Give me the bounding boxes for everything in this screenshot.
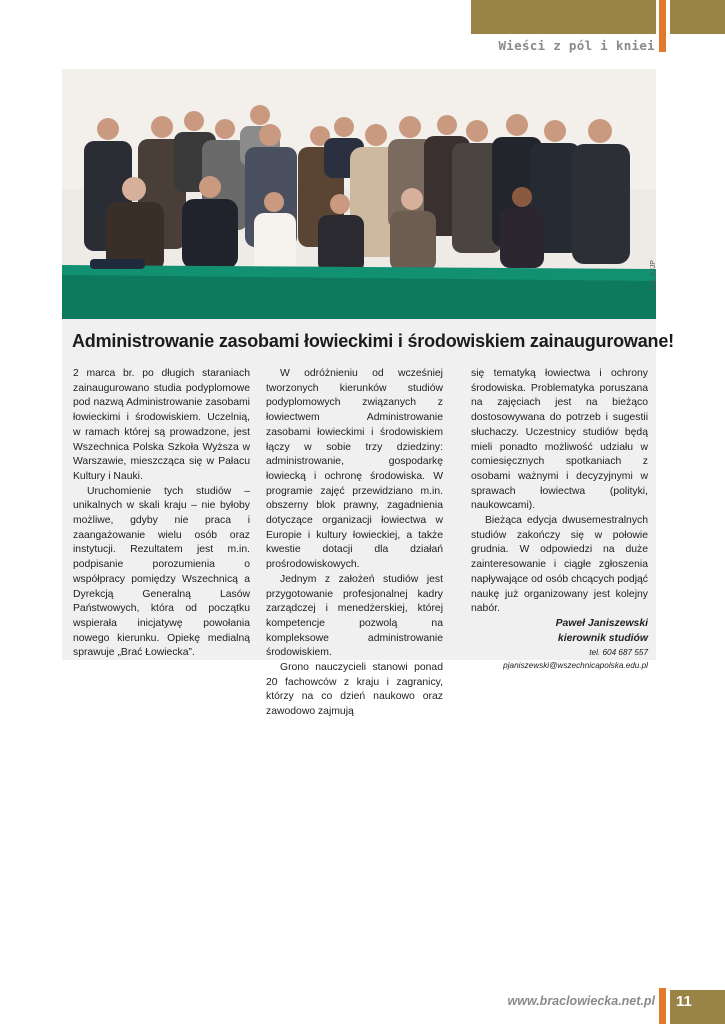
author-name: Paweł Janiszewski <box>555 617 648 629</box>
paragraph: Bieżąca edycja dwusemestralnych studiów zakończy się w połowie grudnia. W odpowiedzi na duże zainteresowanie i ciągłe zgłoszenia napływające od osób chcących podjąć naukę już organizowany jest kolejny nabór. <box>471 515 648 615</box>
header-bar-right <box>670 0 725 34</box>
article-column-2 <box>266 367 443 720</box>
photo-credit: Fot. AJJP <box>650 260 657 290</box>
paragraph: 2 marca br. po długich staraniach zainaugurowano studia podyplomowe pod nazwą Administrowanie zasobami łowieckimi i środowiskiem. Uczelnią, w ramach której są prowadzone, jest Wszechnica Polska Szkoła Wyższa w Warszawie, mieszcząca się w Pałacu Kultury i Nauki. <box>73 368 250 482</box>
author-phone: tel. 604 687 557 <box>589 648 648 658</box>
paragraph: Uruchomienie tych studiów – unikalnych w skali kraju – nie byłoby możliwe, gdyby nie praca i zaangażowanie wielu osób oraz instytucji. Rezultatem jest m.in. podpisanie porozumienia o współpracy pomiędzy Wszechnicą a Dyrekcją Generalną Lasów Państwowych, która od początku wspierała inicjatywę powołania nowego kierunku. Opiekę medialną sprawuje „Brać Łowiecka”. <box>73 485 250 659</box>
group-photo <box>62 69 656 319</box>
article-title: Administrowanie zasobami łowieckimi i środowiskiem zainaugurowane! <box>72 331 674 351</box>
paragraph: Grono nauczycieli stanowi ponad 20 fachowców z kraju i zagranicy, którzy na co dzień naukowo oraz zawodowo zajmują <box>266 662 443 718</box>
paragraph: W odróżnieniu od wcześniej tworzonych kierunków studiów podyplomowych związanych z łowiectwem Administrowanie zasobami łowieckimi i środowiskiem łączy w sobie trzy dziedziny: administrowanie, gospodarkę łowiecką i ochronę środowiska. W programie zajęć przewidziano m.in. obszerny blok prawny, zagadnienia dotyczące organizacji łowiectwa w Europie i kultury łowieckiej, a także kwestie dotacji dla działań prośrodowiskowych. <box>266 368 443 571</box>
header-accent-stripe <box>659 0 666 52</box>
author-role: kierownik studiów <box>557 632 648 644</box>
page-number: 11 <box>676 993 692 1010</box>
author-email[interactable]: pjaniszewski@wszechnicapolska.edu.pl <box>503 661 648 671</box>
header-bar-left <box>471 0 656 34</box>
footer-website-link[interactable]: www.braclowiecka.net.pl <box>507 994 655 1008</box>
signature <box>471 617 648 672</box>
article-column-1 <box>73 367 250 661</box>
article-column-3 <box>471 367 648 672</box>
paragraph: się tematyką łowiectwa i ochrony środowiska. Problematyka poruszana na zajęciach jest na bieżąco dostosowywana do potrzeb i sugestii słuchaczy. Uczestnicy studiów będą mieli ponadto możliwość udziału w comiesięcznych spotkaniach z osobami ważnymi i decyzyjnymi w sprawach łowiectwa (polityki, naukowcami). <box>471 368 648 512</box>
paragraph: Jednym z założeń studiów jest przygotowanie profesjonalnej kadry zarządczej i menedżerskiej, której kompetencje pozwolą na kompleksowe administrowanie środowiskiem. <box>266 573 443 659</box>
section-title: Wieści z pól i kniei <box>498 38 655 53</box>
footer-accent-stripe <box>659 988 666 1024</box>
